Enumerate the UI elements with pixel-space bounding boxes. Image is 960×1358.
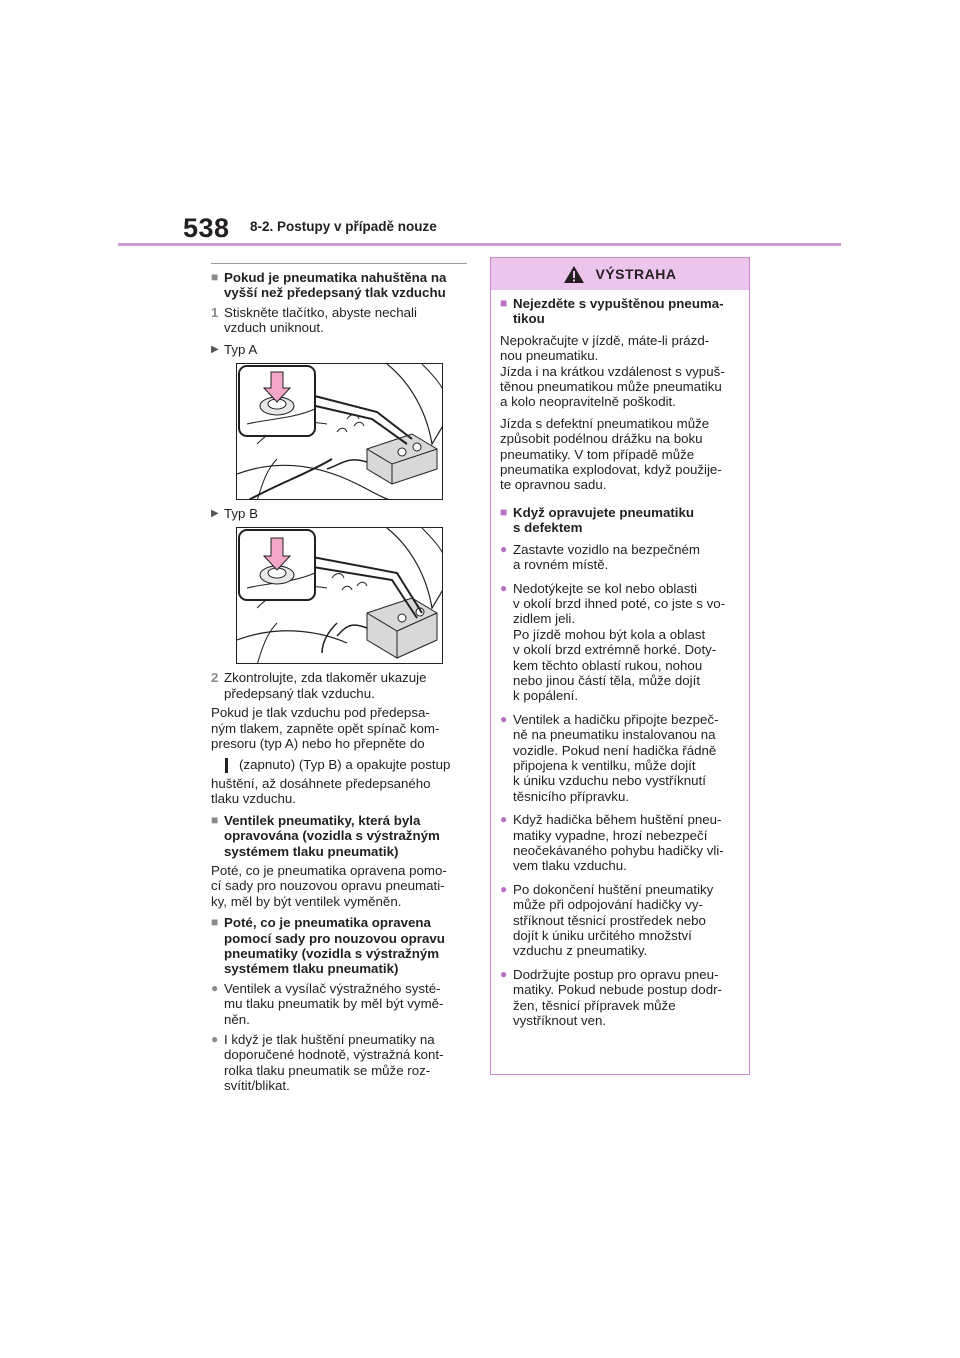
bullet-line: Dodržujte postup pro opravu pneu- [513, 966, 719, 982]
round-bullet-icon: ● [500, 966, 508, 981]
bullet-line: vozidle. Pokud není hadička řádně [513, 742, 717, 758]
step-line: předepsaný tlak vzduchu. [224, 685, 375, 701]
power-on-symbol-icon [225, 758, 228, 773]
bullet-line: mu tlaku pneumatik by měl být vymě- [224, 996, 444, 1012]
type-b-label [211, 506, 467, 521]
round-bullet-icon: ● [500, 812, 508, 827]
bullet-line: Nedotýkejte se kol nebo oblasti [513, 580, 698, 596]
bullet-line: připojena k ventilku, může dojít [513, 757, 696, 773]
power-line [211, 757, 467, 772]
bullet-line: svítit/blikat. [224, 1078, 290, 1094]
paragraph-line: nou pneumatiku. [500, 348, 599, 364]
heading-line: tikou [513, 311, 545, 327]
paragraph-valve [211, 863, 467, 909]
paragraph-line: a kolo neopravitelně poškodit. [500, 394, 676, 410]
warning-heading-flat-tire [500, 296, 739, 327]
arrow-right-icon: ▶ [211, 343, 219, 355]
paragraph-line: ky, měl by být ventilek vyměněn. [211, 893, 402, 909]
page-number: 538 [183, 213, 230, 243]
warning-heading-repairing [500, 505, 739, 536]
paragraph-line: způsobit podélnou drážku na boku [500, 431, 703, 447]
bullet-line: může při odpojování hadičky vy- [513, 897, 703, 913]
bullet-line: těsnicího přípravku. [513, 788, 630, 804]
bullet-line: Když hadička během huštění pneu- [513, 812, 722, 828]
warning-bullet-6 [500, 967, 739, 1029]
type-a-text: Typ A [224, 341, 258, 357]
warning-header [491, 258, 749, 290]
figure-type-a [236, 363, 443, 500]
heading-overinflated [211, 270, 467, 301]
warning-body [491, 290, 749, 1028]
bullet-line: matiky. Pokud nebude postup dodr- [513, 982, 722, 998]
bullet-line: dojít k úniku určitého množství [513, 928, 692, 944]
paragraph-line: tlaku vzduchu. [211, 791, 297, 807]
heading-line: Pokud je pneumatika nahuštěna na [224, 270, 447, 285]
bullet-line: ně na pneumatiku instalovanou na [513, 727, 716, 743]
arrow-right-icon: ▶ [211, 508, 219, 520]
heading-line: Když opravujete pneumatiku [513, 504, 695, 520]
bullet-line: vzduchu z pneumatiky. [513, 943, 648, 959]
step-1 [211, 305, 467, 336]
warning-bullet-1 [500, 542, 739, 573]
paragraph-line: cí sady pro nouzovou opravu pneumati- [211, 878, 445, 894]
paragraph-line: Jízda s defektní pneumatikou může [500, 415, 710, 431]
heading-line: pomocí sady pro nouzovou opravu [224, 930, 445, 946]
bullet-line: rolka tlaku pneumatik se může roz- [224, 1062, 431, 1078]
column-top-rule [211, 263, 467, 264]
bullet-line: k popálení. [513, 688, 579, 704]
paragraph-line: (zapnuto) (Typ B) a opakujte postup [239, 757, 451, 773]
round-bullet-icon: ● [211, 1031, 219, 1046]
bullet-line: neočekávaného pohybu hadičky vli- [513, 843, 724, 858]
step-number: 1 [211, 304, 219, 320]
heading-after-repair [211, 915, 467, 977]
square-bullet-icon: ■ [211, 270, 219, 284]
heading-line: systémem tlaku pneumatik) [224, 961, 399, 977]
heading-valve [211, 813, 467, 859]
heading-line: vyšší než předepsaný tlak vzduchu [224, 285, 446, 301]
heading-line: s defektem [513, 520, 583, 536]
bullet-line: Po jízdě mohou být kola a oblast [513, 626, 706, 642]
step-line: Zkontrolujte, zda tlakoměr ukazuje [224, 670, 427, 686]
heading-line: Poté, co je pneumatika opravena [224, 915, 431, 931]
compressor-illustration-a [237, 364, 443, 500]
bullet-line: žen, těsnicí přípravek může [513, 997, 676, 1013]
square-bullet-icon: ■ [211, 915, 219, 930]
paragraph-line: huštění, až dosáhnete předepsaného [211, 775, 431, 791]
bullet-line: I když je tlak huštění pneumatiky na [224, 1031, 435, 1047]
bullet-line: matiky vypadne, hrozí nebezpečí [513, 827, 708, 843]
warning-bullet-5 [500, 882, 739, 959]
square-bullet-icon: ■ [211, 812, 219, 827]
paragraph-line: presoru (typ A) nebo ho přepněte do [211, 736, 425, 752]
bullet-line: něn. [224, 1011, 250, 1027]
left-column [211, 263, 467, 1099]
step-number: 2 [211, 670, 219, 686]
bullet-line: stříknout těsnicí prostředek nebo [513, 912, 706, 928]
step-line: vzduch uniknout. [224, 320, 324, 336]
paragraph-line: ným tlakem, zapněte opět spínač kom- [211, 720, 440, 736]
warning-title: VÝSTRAHA [595, 266, 677, 282]
bullet-line: vystříknout ven. [513, 1013, 607, 1029]
round-bullet-icon: ● [500, 541, 508, 556]
type-b-text: Typ B [224, 506, 258, 522]
paragraph-line: Nepokračujte v jízdě, máte-li prázd- [500, 332, 710, 348]
type-a-label [211, 342, 467, 357]
bullet-line: v okolí brzd ihned poté, co jste s vo- [513, 595, 726, 611]
square-bullet-icon: ■ [500, 296, 508, 310]
bullet-line: Ventilek a hadičku připojte bezpeč- [513, 711, 719, 727]
heading-line: Ventilek pneumatiky, která byla [224, 812, 421, 828]
header-rule [118, 243, 841, 246]
figure-type-b [236, 527, 443, 664]
bullet-replace-valve [211, 981, 467, 1027]
paragraph-line: těnou pneumatikou může pneumatiku [500, 379, 722, 395]
bullet-warning-light [211, 1032, 467, 1094]
bullet-line: a rovném místě. [513, 557, 609, 573]
round-bullet-icon: ● [500, 881, 508, 896]
bullet-line: kem těchto oblastí rukou, nohou [513, 657, 703, 673]
bullet-line: v okolí brzd extrémně horké. Doty- [513, 642, 717, 658]
paragraph-line: pneumatiky. V tom případě může [500, 446, 695, 462]
warning-paragraph-2 [500, 416, 739, 493]
compressor-illustration-b [237, 528, 443, 664]
section-title: 8-2. Postupy v případě nouze [250, 219, 437, 234]
bullet-line: k úniku vzduchu nebo vystříknutí [513, 773, 706, 789]
warning-bullet-4 [500, 812, 739, 874]
paragraph-line: te opravnou sadu. [500, 477, 607, 493]
warning-box [490, 257, 750, 1075]
warning-bullet-3 [500, 712, 739, 804]
bullet-line: vem tlaku vzduchu. [513, 858, 627, 874]
bullet-line: Ventilek a vysílač výstražného systé- [224, 980, 441, 996]
bullet-line: doporučené hodnotě, výstražná kont- [224, 1047, 444, 1063]
round-bullet-icon: ● [211, 980, 219, 995]
paragraph-line: pneumatika explodovat, když použije- [500, 462, 722, 478]
step-line: Stiskněte tlačítko, abyste nechali [224, 304, 417, 320]
paragraph-recheck [211, 705, 467, 806]
paragraph-line: Jízda i na krátkou vzdálenost s vypuš- [500, 363, 725, 379]
paragraph-line: Poté, co je pneumatika opravena pomo- [211, 862, 447, 878]
heading-line: pneumatiky (vozidla s výstražným [224, 945, 440, 961]
square-bullet-icon: ■ [500, 504, 508, 519]
heading-line: opravována (vozidla s výstražným [224, 828, 440, 844]
warning-bullet-2 [500, 581, 739, 704]
warning-paragraph-1 [500, 333, 739, 410]
round-bullet-icon: ● [500, 711, 508, 726]
bullet-line: zidlem jeli. [513, 611, 576, 627]
step-2 [211, 670, 467, 701]
bullet-line: Zastavte vozidlo na bezpečném [513, 541, 701, 557]
heading-line: Nejezděte s vypuštěnou pneuma- [513, 296, 724, 311]
bullet-line: Po dokončení huštění pneumatiky [513, 881, 714, 897]
warning-triangle-icon [563, 265, 585, 284]
bullet-line: nebo jinou částí těla, může dojít [513, 672, 701, 688]
round-bullet-icon: ● [500, 580, 508, 595]
heading-line: systémem tlaku pneumatik) [224, 843, 399, 859]
paragraph-line: Pokud je tlak vzduchu pod předepsa- [211, 705, 430, 721]
